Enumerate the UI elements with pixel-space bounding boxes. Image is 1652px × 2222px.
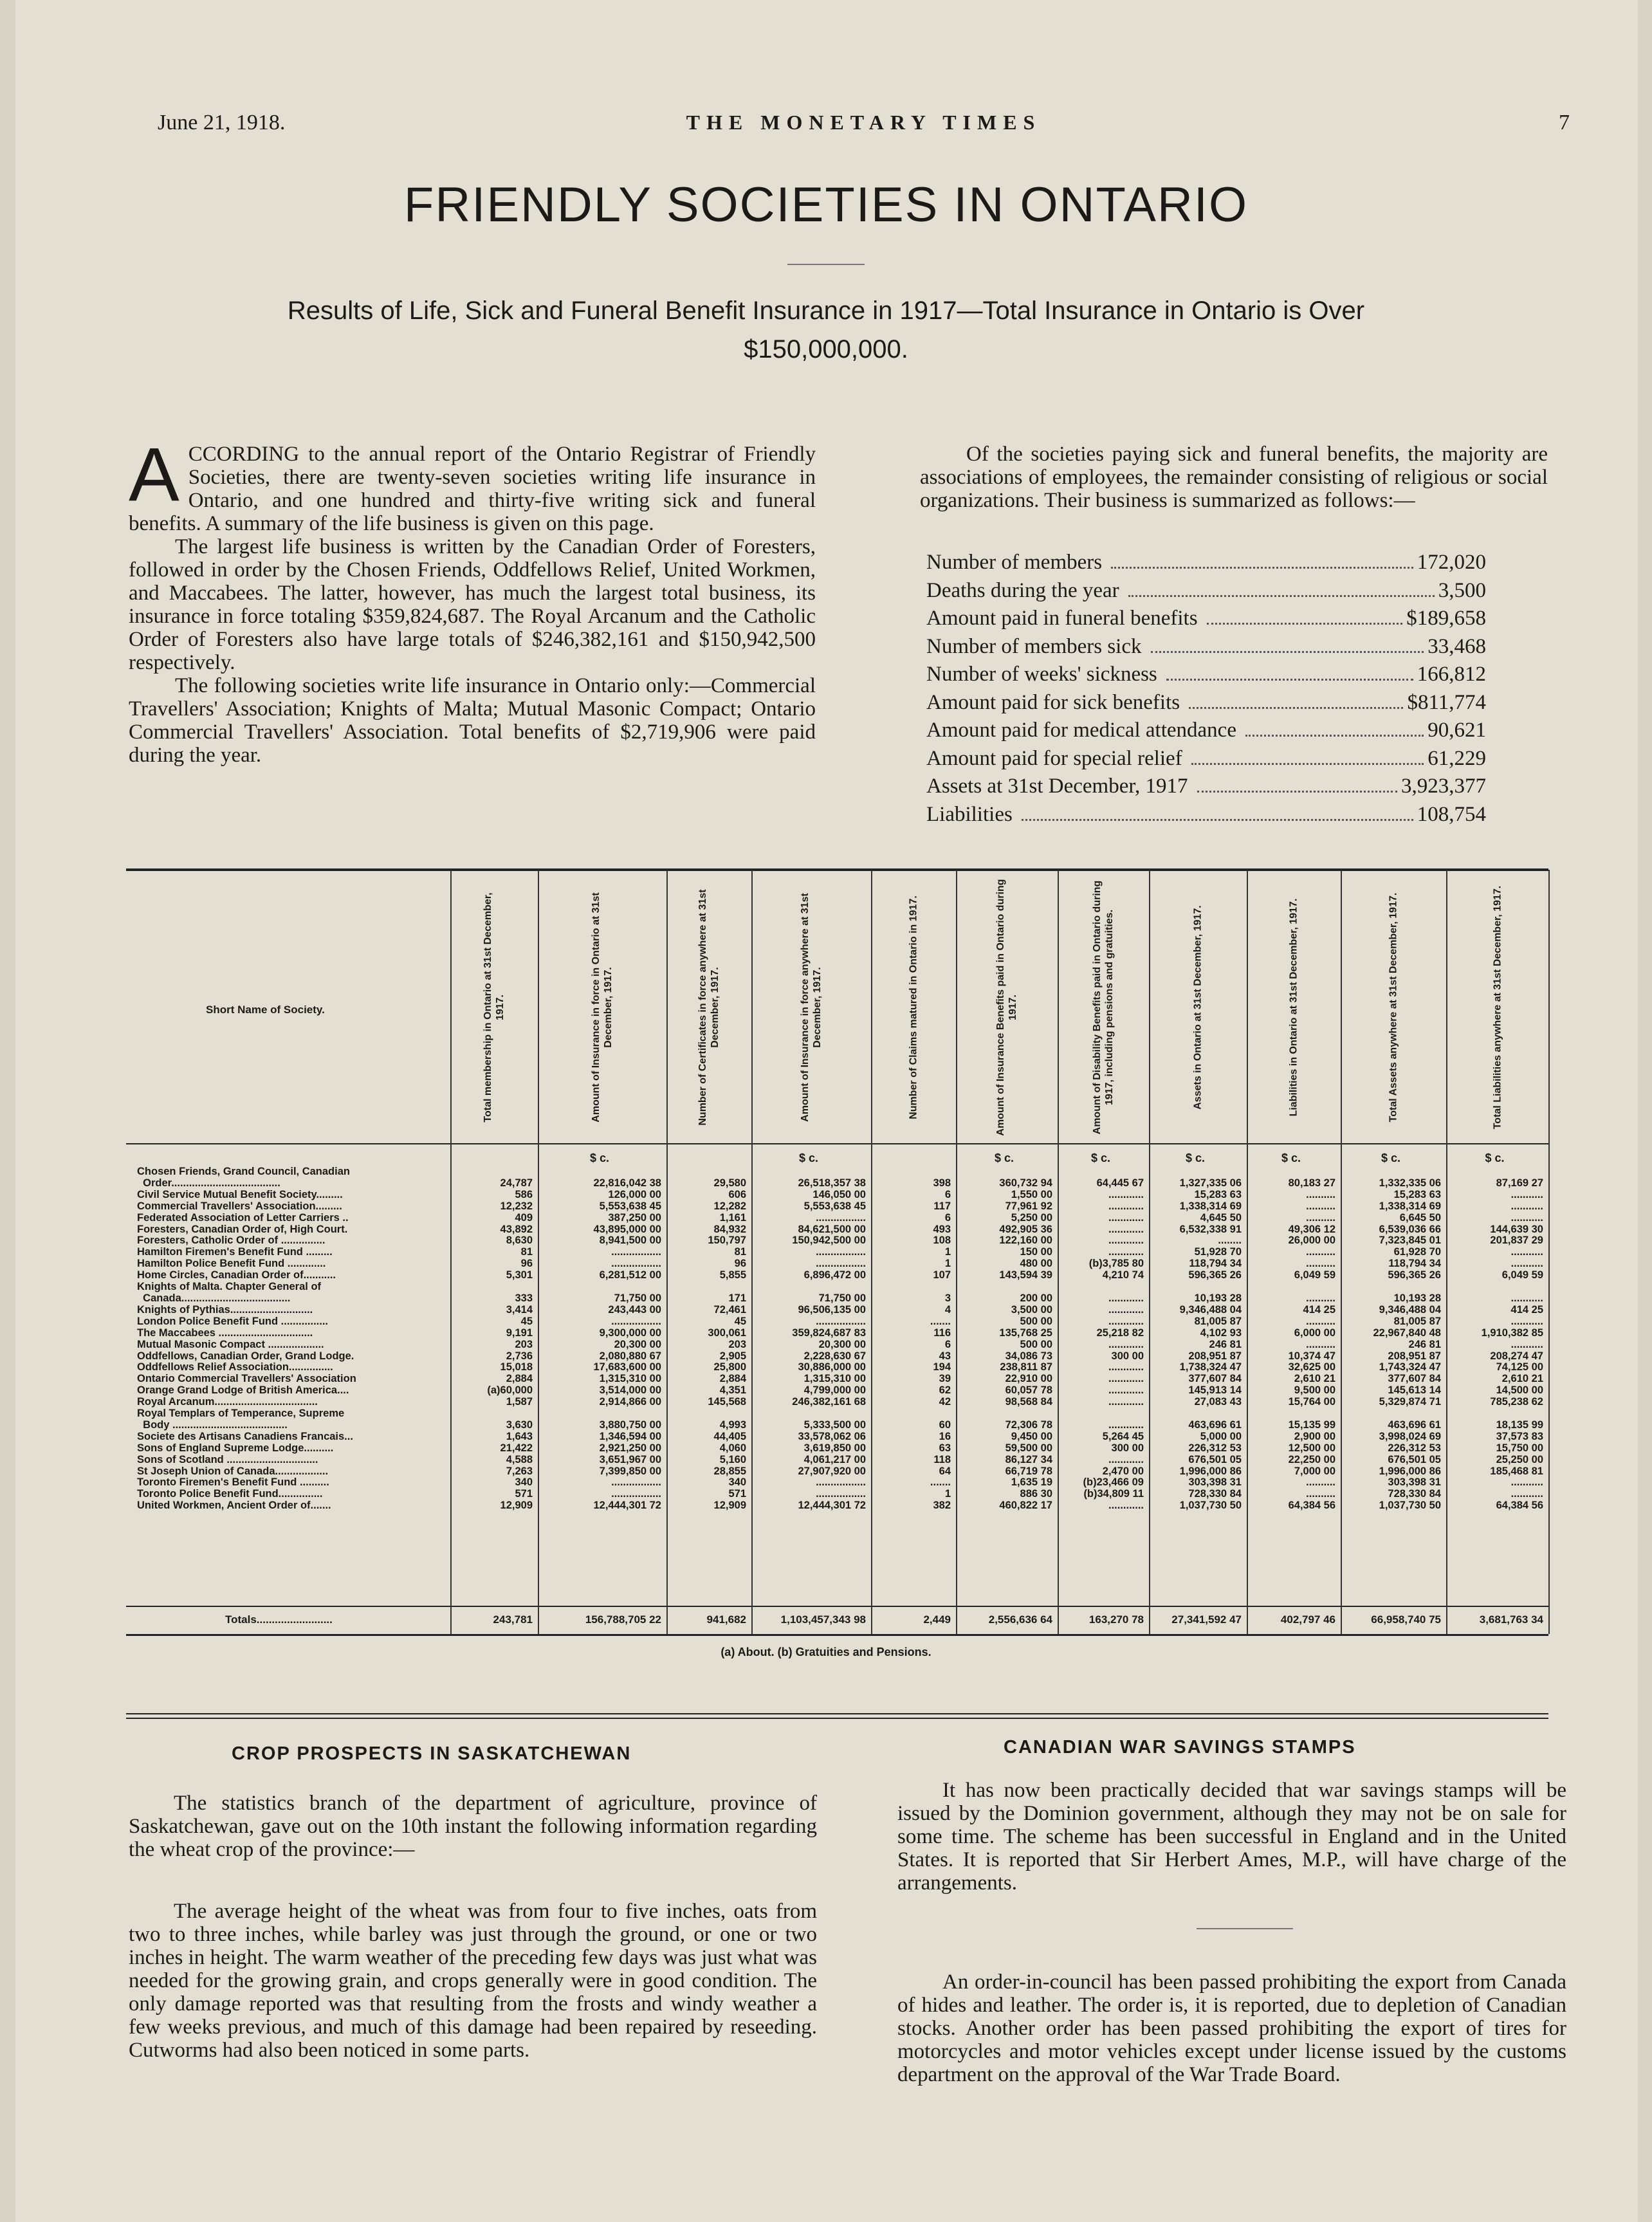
column-rule — [1548, 870, 1550, 1634]
article-subtitle: Results of Life, Sick and Funeral Benefit Insurance in 1917—Total Insurance in Ontario is Over $150,000,000. — [287, 297, 1365, 363]
column-total: 27,341,592 47 — [1171, 1613, 1242, 1626]
column-unit: $ c. — [1281, 1152, 1301, 1164]
summary-row: Amount paid for special relief 61,229 — [926, 746, 1486, 770]
totals-label: Totals......................... — [225, 1613, 333, 1626]
column-total: 2,449 — [923, 1613, 951, 1626]
column-values: 398 6 117 6 493 108 1 1 107 3 4 ....... 116 6 43 194 39 62 42 60 16 63 118 64 ....... 1 382 — [930, 1177, 951, 1512]
summary-row: Liabilities 108,754 — [926, 802, 1486, 826]
article-left-column — [129, 432, 816, 767]
column-values: 24,787 586 12,232 409 43,892 8,630 81 96 5,301 333 3,414 45 9,191 203 2,736 15,018 2,884 (a)60,000 1,587 3,630 1,643 21,422 4,588 7,263 340 571 12,909 — [487, 1177, 533, 1512]
summary-row: Deaths during the year 3,500 — [926, 578, 1486, 602]
summary-row: Number of members sick 33,468 — [926, 634, 1486, 658]
column-header: Number of Claims matured in Ontario in 1917. — [908, 895, 919, 1119]
issue-date: June 21, 1918. — [158, 111, 286, 134]
column-header: Amount of Disability Benefits paid in Ontario during 1917, including pensions and gratuities. — [1092, 880, 1115, 1135]
column-values: 1,327,335 06 15,283 63 1,338,314 69 4,645 50 6,532,338 91 ........ 51,928 70 118,794 34 596,365 26 10,193 28 9,346,488 04 81,005 87 4,102 93 246 81 208,951 87 1,738,324 47 377,607 84 145,913 14 27,083 43 463,696 61 5,000 00 226,312 53 676,501 05 1,996,000 86 303,398 31 728,330 84 1,037,730 50 — [1179, 1177, 1242, 1512]
column-unit: $ c. — [1185, 1152, 1206, 1164]
column-values: 22,816,042 38 126,000 00 5,553,638 45 387,250 00 43,895,000 00 8,941,500 00 ................. ................. 6,281,512 00 71,750 00 243,443 00 ................. 9,300,000 00 20,300 00 2,080,880 67 17,683,600 00 1,315,310 00 3,514,000 00 2,914,866 00 3,880,750 00 1,346,594 00 2,921,250 00 3,651,967 00 7,399,850 00 ................. ................. 12,444,301 72 — [593, 1177, 661, 1512]
masthead: THE MONETARY TIMES — [686, 111, 1042, 134]
society-names: Chosen Friends, Grand Council, Canadian Order..................................... Civil Service Mutual Benefit Society......... Commercial Travellers' Association......... Federated Association of Letter Carriers .. Foresters, Canadian Order of, High Court. Foresters, Catholic Order of ............... Hamilton Firemen's Benefit Fund ......... Hamilton Police Benefit Fund ............. Home Circles, Canadian Order of........... Knights of Malta. Chapter General of Canada..................................... Knights of Pythias............................ London Police Benefit Fund ................ The Maccabees ................................ Mutual Masonic Compact ................... Oddfellows, Canadian Order, Grand Lodge. Oddfellows Relief Association............... Ontario Commercial Travellers' Association Orange Grand Lodge of British America.... Royal Arcanum................................... Royal Templars of Temperance, Supreme Body ....................................... Societe des Artisans Canadiens Francais... Sons of England Supreme Lodge.......... Sons of Scotland ............................... St Joseph Union of Canada.................. Toronto Firemen's Benefit Fund .......... Toronto Police Benefit Fund............... United Workmen, Ancient Order of....... — [137, 1166, 356, 1512]
column-header: Total Liabilities anywhere at 31st December, 1917. — [1492, 885, 1503, 1130]
column-unit: $ c. — [1090, 1152, 1111, 1164]
table-bottom-rule — [126, 1634, 1548, 1636]
column-values: 87,169 27 ........... ........... ........... 144,639 30 201,837 29 ........... ........... 6,049 59 ........... 414 25 ........... 1,910,382 85 ........... 208,274 47 74,125 00 2,610 21 14,500 00 785,238 62 18,135 99 37,573 83 15,750 00 25,250 00 185,468 81 ........... ........... 64,384 56 — [1481, 1177, 1543, 1512]
page-number: 7 — [1559, 111, 1570, 134]
column-header: Amount of Insurance Benefits paid in Ontario during 1917. — [995, 879, 1018, 1136]
column-header: Total membership in Ontario at 31st December, 1917. — [482, 892, 506, 1123]
crop-paragraph: The statistics branch of the department of agriculture, province of Saskatchewan, gave out on the 10th instant the following information regarding the wheat crop of the province:— — [129, 1792, 817, 1861]
column-values: 1,332,335 06 15,283 63 1,338,314 69 6,645 50 6,539,036 66 7,323,845 01 61,928 70 118,794 34 596,365 26 10,193 28 9,346,488 04 81,005 87 22,967,840 48 246 81 208,951 87 1,743,324 47 377,607 84 145,613 14 5,329,874 71 463,696 61 3,998,024 69 226,312 53 676,501 05 1,996,000 86 303,398 31 728,330 84 1,037,730 50 — [1373, 1177, 1441, 1512]
summary-row: Amount paid in funeral benefits $189,658 — [926, 607, 1486, 630]
title-divider — [787, 264, 865, 265]
crop-article — [129, 1792, 817, 2062]
crop-paragraph: The average height of the wheat was from four to five inches, oats from two to three inches, while barley was just through the ground, or one or two inches in height. The warm weather of the preceding few days was just what was needed for the growing grain, and crops generally were in good condition. The only damage reported was that resulting from the frosts and windy weather a few weeks previous, and much of this damage had been repaired by reseeding. Cutworms had also been noticed in some parts. — [129, 1900, 817, 2062]
column-header: Total Assets anywhere at 31st December, 1917. — [1388, 892, 1399, 1123]
column-total: 66,958,740 75 — [1371, 1613, 1441, 1626]
table-header-rule — [126, 1143, 1548, 1144]
summary-row: Amount paid for medical attendance 90,621 — [926, 719, 1486, 742]
column-total: 402,797 46 — [1280, 1613, 1335, 1626]
summary-row: Amount paid for sick benefits $811,774 — [926, 690, 1486, 714]
drop-cap: A — [129, 432, 179, 517]
war-divider — [1197, 1928, 1293, 1929]
column-unit: $ c. — [589, 1152, 610, 1164]
sick-funeral-summary — [926, 549, 1486, 829]
table-footnote: (a) About. (b) Gratuities and Pensions. — [720, 1646, 932, 1658]
column-total: 941,682 — [706, 1613, 746, 1626]
section-divider — [126, 1718, 1548, 1719]
column-values: 26,518,357 38 146,050 00 5,553,638 45 ................. 84,621,500 00 150,942,500 00 ................. ................. 6,896,472 00 71,750 00 96,506,135 00 ................. 359,824,687 83 20,300 00 2,228,630 67 30,886,000 00 1,315,310 00 4,799,000 00 246,382,161 68 5,333,500 00 33,578,062 06 3,619,850 00 4,061,217 00 27,907,920 00 ................. ................. 12,444,301 72 — [792, 1177, 866, 1512]
column-unit: $ c. — [994, 1152, 1014, 1164]
column-total: 163,270 78 — [1088, 1613, 1144, 1626]
column-header: Amount of Insurance in force anywhere at 31st December, 1917. — [800, 893, 823, 1122]
war-paragraph: An order-in-council has been passed prohibiting the export from Canada of hides and leather. The order is, it is reported, due to depletion of Canadian stocks. Another order has been passed prohibiting the export of tires for motorcycles and motor vehicles except under license issued by the customs department on the approval of the War Trade Board. — [897, 1970, 1566, 2086]
column-total: 3,681,763 34 — [1479, 1613, 1543, 1626]
table-name-header: Short Name of Society. — [206, 1004, 325, 1016]
article-paragraph: The following societies write life insurance in Ontario only:—Commercial Travellers' Association; Knights of Malta; Mutual Masonic Compact; Ontario Commercial Travellers' Association. Total benefits of $2,719,906 were paid during the year. — [129, 674, 816, 767]
column-values: 64,445 67 ............ ............ ............ ............ ............ ............ (b)3,785 80 4,210 74 ............ ............ ............ 25,218 82 ............ 300 00 ............ ............ ............ ............ ............ 5,264 45 300 00 ............ 2,470 00 (b)23,466 09 (b)34,809 11 ............ — [1083, 1177, 1144, 1512]
column-total: 2,556,636 64 — [988, 1613, 1052, 1626]
column-values: 80,183 27 .......... .......... .......... 49,306 12 26,000 00 .......... .......... 6,049 59 .......... 414 25 .......... 6,000 00 .......... 10,374 47 32,625 00 2,610 21 9,500 00 15,764 00 15,135 99 2,900 00 12,500 00 22,250 00 7,000 00 .......... .......... 64,384 56 — [1288, 1177, 1335, 1512]
column-unit: $ c. — [1381, 1152, 1401, 1164]
column-unit: $ c. — [1485, 1152, 1505, 1164]
section-divider — [126, 1713, 1548, 1714]
summary-row: Assets at 31st December, 1917 3,923,377 — [926, 775, 1486, 798]
war-savings-heading: CANADIAN WAR SAVINGS STAMPS — [1004, 1737, 1356, 1758]
article-paragraph: ACCORDING to the annual report of the Ontario Registrar of Friendly Societies, there are twenty-seven societies writing life insurance in Ontario, and one hundred and thirty-five writing sick and funeral benefits. A summary of the life business is given on this page. — [129, 432, 816, 535]
column-header: Number of Certificates in force anywhere at 31st December, 1917. — [697, 889, 720, 1126]
summary-row: Number of members 172,020 — [926, 551, 1486, 574]
column-values: 29,580 606 12,282 1,161 84,932 150,797 81 96 5,855 171 72,461 45 300,061 203 2,905 25,800 2,884 4,351 145,568 4,993 44,405 4,060 5,160 28,855 340 571 12,909 — [708, 1177, 746, 1512]
article-title: FRIENDLY SOCIETIES IN ONTARIO — [403, 178, 1249, 232]
column-total: 156,788,705 22 — [585, 1613, 661, 1626]
summary-row: Number of weeks' sickness 166,812 — [926, 663, 1486, 686]
sick-funeral-intro: Of the societies paying sick and funeral benefits, the majority are associations of employees, the remainder consisting of religious or social organizations. Their business is summarized as follows:— — [920, 443, 1548, 512]
column-total: 1,103,457,343 98 — [780, 1613, 866, 1626]
article-paragraph: The largest life business is written by the Canadian Order of Foresters, followed in order by the Chosen Friends, Oddfellows Relief, United Workmen, and Maccabees. The latter, however, has much the largest total business, its insurance in force totaling $359,824,687. The Royal Arcanum and the Catholic Order of Foresters also have large totals of $246,382,161 and $150,942,500 respectively. — [129, 535, 816, 674]
table-top-rule — [126, 868, 1548, 871]
column-header: Assets in Ontario at 31st December, 1917. — [1192, 905, 1204, 1110]
crop-heading: CROP PROSPECTS IN SASKATCHEWAN — [232, 1743, 632, 1764]
column-header: Amount of Insurance in force in Ontario at 31st December, 1917. — [591, 892, 614, 1123]
column-unit: $ c. — [798, 1152, 819, 1164]
war-paragraph: It has now been practically decided that war savings stamps will be issued by the Dominion government, although they may not be on sale for some time. The scheme has been successful in England and in the United States. It is reported that Sir Herbert Ames, M.P., will have charge of the arrangements. — [897, 1779, 1566, 1895]
column-total: 243,781 — [493, 1613, 533, 1626]
table-totals-rule — [126, 1606, 1548, 1607]
column-values: 360,732 94 1,550 00 77,961 92 5,250 00 492,905 36 122,160 00 150 00 480 00 143,594 39 200 00 3,500 00 500 00 135,768 25 500 00 34,086 73 238,811 87 22,910 00 60,057 78 98,568 84 72,306 78 9,450 00 59,500 00 86,127 34 66,719 78 1,635 19 886 30 460,822 17 — [999, 1177, 1052, 1512]
column-header: Liabilities in Ontario at 31st December, 1917. — [1288, 898, 1299, 1117]
page-header — [158, 111, 1570, 136]
war-savings-article — [897, 1779, 1566, 2086]
